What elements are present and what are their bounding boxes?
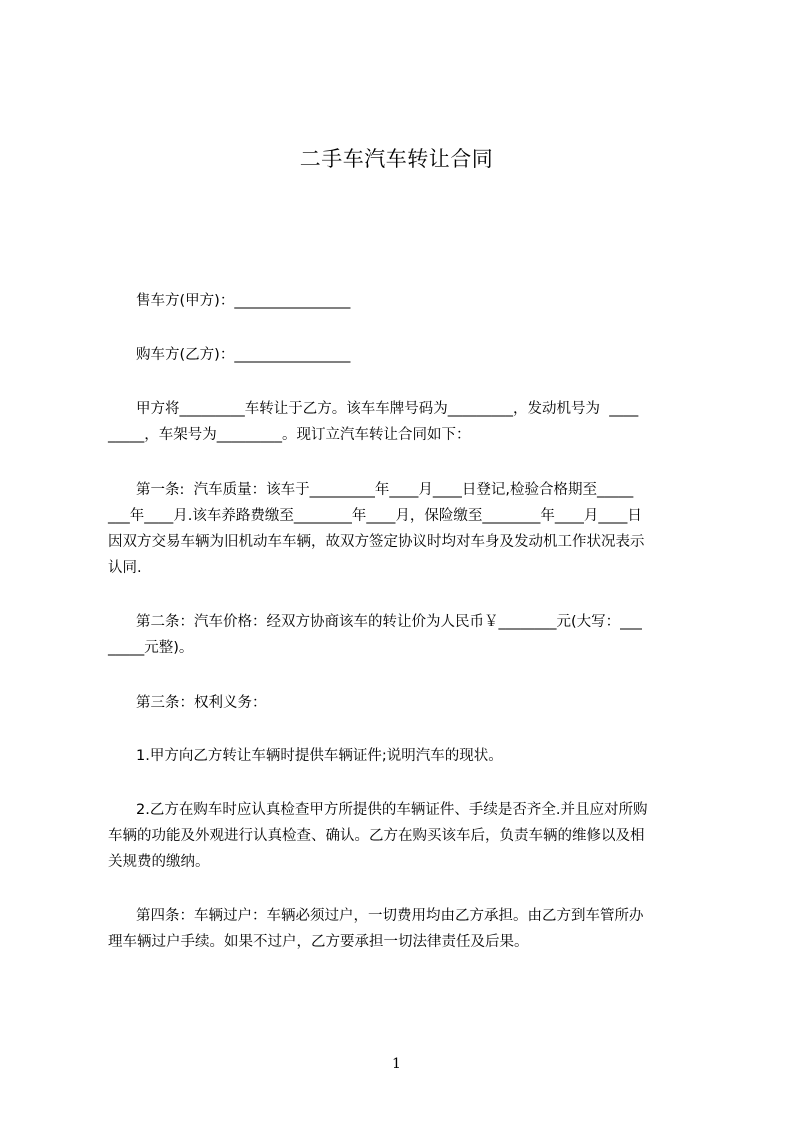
article3-item-1: 1.甲方向乙方转让车辆时提供车辆证件;说明汽车的现状。 <box>136 748 503 764</box>
article1-line-4: 认同. <box>108 560 142 576</box>
intro-line-2: _____，车架号为_________。现订立汽车转让合同如下： <box>108 427 471 443</box>
intro-line-1: 甲方将_________车转让于乙方。该车车牌号码为_________，发动机号为 ____ <box>136 401 639 417</box>
article3-item-2-line-2: 车辆的功能及外观进行认真检查、确认。乙方在购买该车后，负责车辆的维修以及相 <box>108 828 645 844</box>
document-title: 二手车汽车转让合同 <box>299 147 494 171</box>
article4-line-1: 第四条：车辆过户：车辆必须过户，一切费用均由乙方承担。由乙方到车管所办 <box>136 908 644 924</box>
article1-line-2: ___年____月.该车养路费缴至________年____月，保险缴至________年____月____日 <box>108 508 642 524</box>
article3-item-2-line-1: 2.乙方在购车时应认真检查甲方所提供的车辆证件、手续是否齐全.并且应对所购 <box>136 802 648 818</box>
article2-line-1: 第二条：汽车价格：经双方协商该车的转让价为人民币￥________元(大写：___ <box>136 614 642 630</box>
article4-line-2: 理车辆过户手续。如果不过户，乙方要承担一切法律责任及后果。 <box>108 934 529 950</box>
article1-line-1: 第一条: 汽车质量：该车于_________年____月____日登记,检验合格期至_____ <box>136 482 634 498</box>
page-number: 1 <box>392 1056 401 1072</box>
article3-item-2-line-3: 关规费的缴纳。 <box>108 854 210 870</box>
buyer-line: 购车方(乙方)：________________ <box>136 347 351 363</box>
seller-line: 售车方(甲方)：________________ <box>136 293 351 309</box>
article2-line-2: _____元整)。 <box>108 640 194 656</box>
article1-line-3: 因双方交易车辆为旧机动车车辆，故双方签定协议时均对车身及发动机工作状况表示 <box>108 534 645 550</box>
article3-heading: 第三条：权利义务： <box>136 695 267 711</box>
